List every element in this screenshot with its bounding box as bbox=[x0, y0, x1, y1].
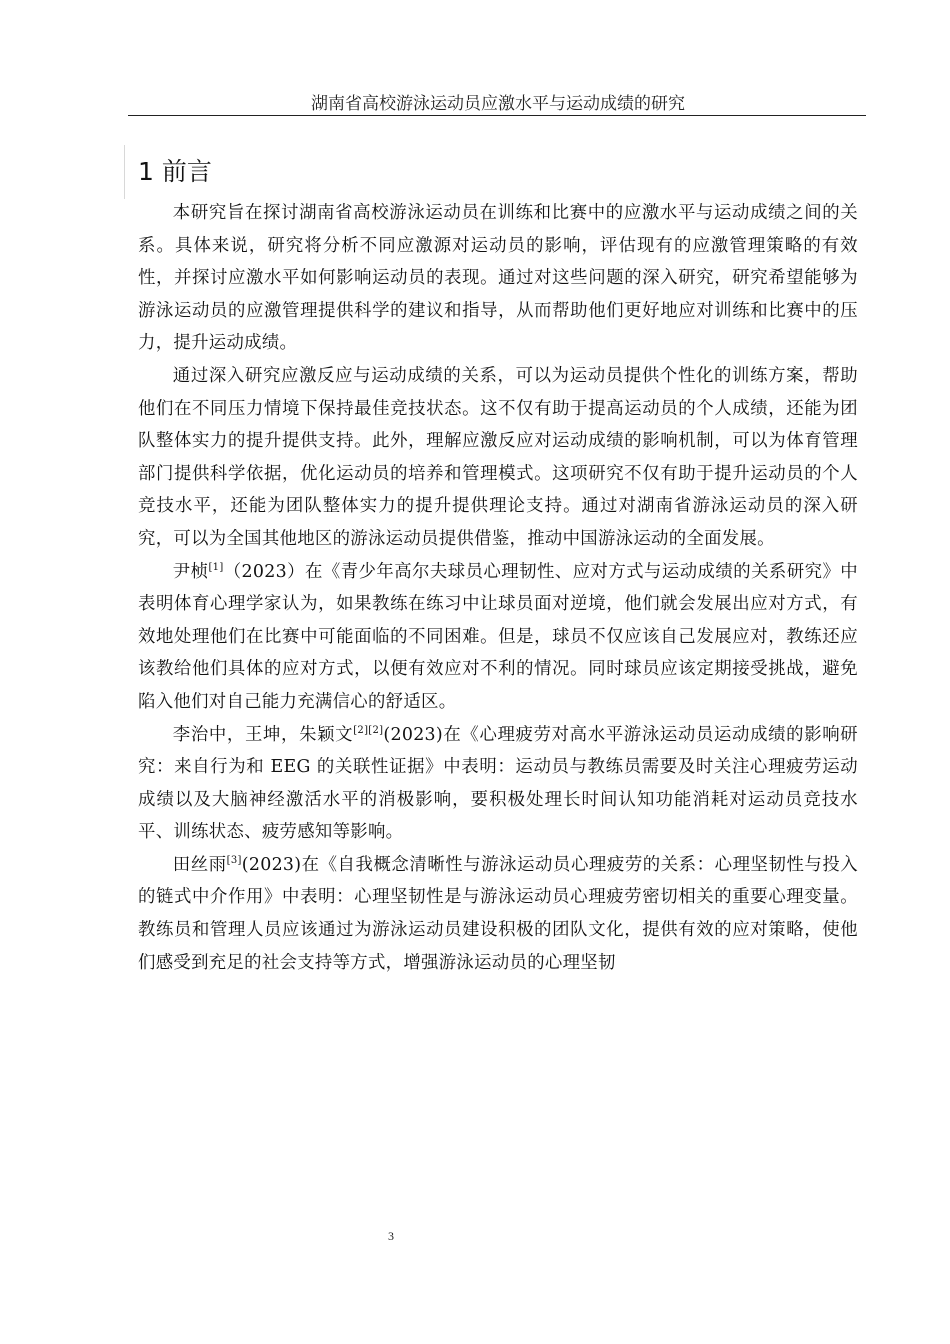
citation-author: 田丝雨 bbox=[172, 854, 227, 875]
paragraph bbox=[138, 849, 858, 979]
citation-ref: [1] bbox=[208, 561, 224, 573]
paragraph bbox=[138, 197, 858, 360]
body-text bbox=[138, 197, 858, 979]
section-marker bbox=[124, 145, 125, 199]
paragraph bbox=[138, 719, 858, 849]
citation-author: 李治中，王坤，朱颖文 bbox=[172, 724, 354, 745]
paragraph-text: 本研究旨在探讨湖南省高校游泳运动员在训练和比赛中的应激水平与运动成绩之间的关系。具体来说，研究将分析不同应激源对运动员的影响，评估现有的应激管理策略的有效性，并探讨应激水平如何影响运动员的表现。通过对这些问题的深入研究，研究希望能够为游泳运动员的应激管理提供科学的建议和指导，从而帮助他们更好地应对训练和比赛中的压力，提升运动成绩。 bbox=[138, 203, 858, 354]
page-number: 3 bbox=[388, 1229, 394, 1243]
header-rule bbox=[128, 115, 866, 116]
paragraph-text: （2023）在《青少年高尔夫球员心理韧性、应对方式与运动成绩的关系研究》中表明体育心理学家认为，如果教练在练习中让球员面对逆境，他们就会发展出应对方式，有效地处理他们在比赛中可能面临的不同困难。但是，球员不仅应该自己发展应对，教练还应该教给他们具体的应对方式，以便有效应对不利的情况。同时球员应该定期接受挑战，避免陷入他们对自己能力充满信心的舒适区。 bbox=[138, 561, 858, 712]
running-header: 湖南省高校游泳运动员应激水平与运动成绩的研究 bbox=[311, 94, 685, 114]
paragraph bbox=[138, 360, 858, 556]
paragraph bbox=[138, 556, 858, 719]
citation-ref: [3] bbox=[226, 854, 242, 866]
paragraph-text: (2023)在《自我概念清晰性与游泳运动员心理疲劳的关系：心理坚韧性与投入的链式中介作用》中表明：心理坚韧性是与游泳运动员心理疲劳密切相关的重要心理变量。教练员和管理人员应该通过为游泳运动员建设积极的团队文化，提供有效的应对策略，使他们感受到充足的社会支持等方式，增强游泳运动员的心理坚韧 bbox=[138, 854, 858, 973]
citation-ref: [2][2] bbox=[353, 724, 384, 736]
paragraph-text: 通过深入研究应激反应与运动成绩的关系，可以为运动员提供个性化的训练方案，帮助他们在不同压力情境下保持最佳竞技状态。这不仅有助于提高运动员的个人成绩，还能为团队整体实力的提升提供支持。此外，理解应激反应对运动成绩的影响机制，可以为体育管理部门提供科学依据，优化运动员的培养和管理模式。这项研究不仅有助于提升运动员的个人竞技水平，还能为团队整体实力的提升提供理论支持。通过对湖南省游泳运动员的深入研究，可以为全国其他地区的游泳运动员提供借鉴，推动中国游泳运动的全面发展。 bbox=[138, 365, 858, 549]
citation-author: 尹桢 bbox=[172, 561, 209, 582]
paragraph-text: (2023)在《心理疲劳对高水平游泳运动员运动成绩的影响研究：来自行为和 EEG 的关联性证据》中表明：运动员与教练员需要及时关注心理疲劳运动成绩以及大脑神经激活水平的消极影响，要积极处理长时间认知功能消耗对运动员竞技水平、训练状态、疲劳感知等影响。 bbox=[138, 724, 858, 843]
section-title: 1 前言 bbox=[138, 157, 212, 186]
